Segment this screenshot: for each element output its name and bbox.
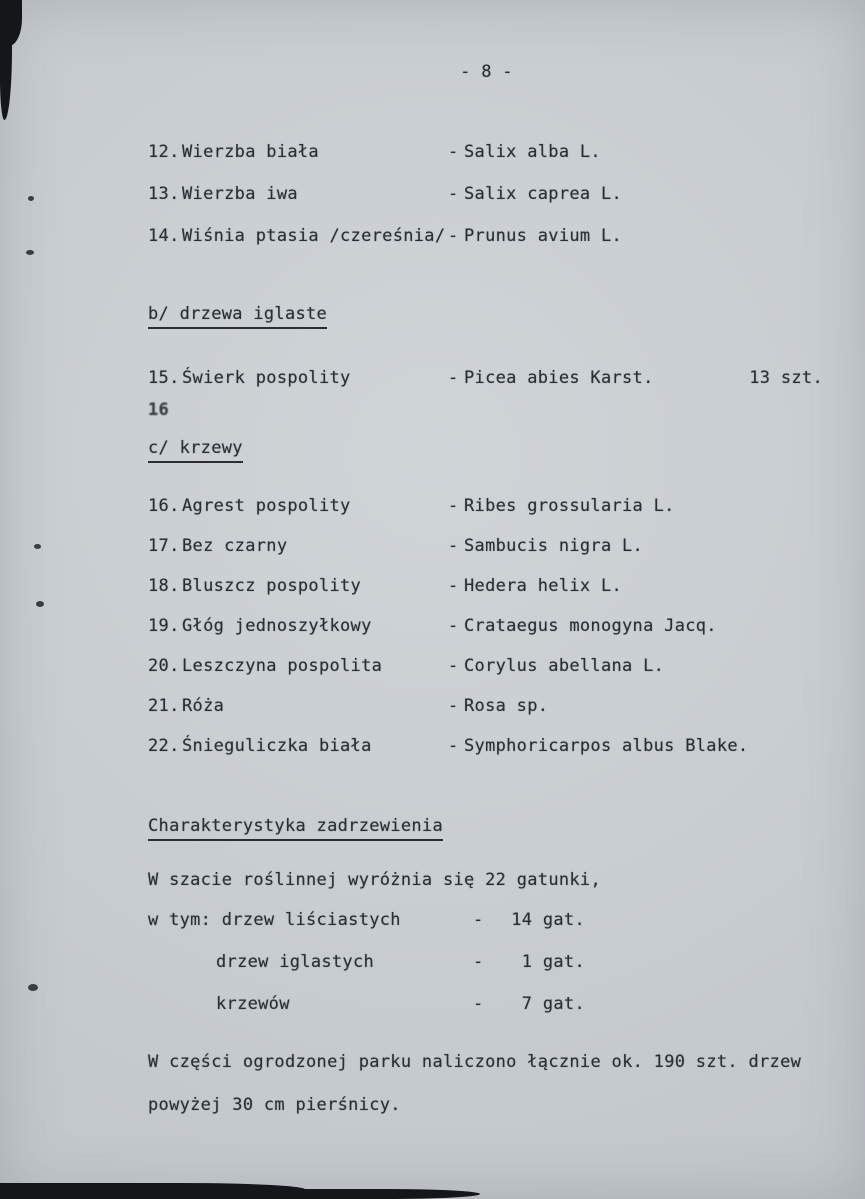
scan-speck <box>26 250 34 255</box>
item-dash: - <box>448 696 459 716</box>
item-name-latin: Salix alba L. <box>464 142 601 162</box>
summary-value: 1 gat. <box>521 952 585 972</box>
characteristics-heading-label: Charakterystyka zadrzewienia <box>148 816 443 841</box>
summary-value: 14 gat. <box>511 910 585 930</box>
summary-dash: - <box>473 910 484 930</box>
item-number: 19. <box>148 616 180 636</box>
summary-row <box>148 952 825 994</box>
item-name-latin: Crataegus monogyna Jacq. <box>464 616 717 636</box>
item-number: 20. <box>148 656 180 676</box>
item-name-pl: Leszczyna pospolita <box>182 656 383 676</box>
section-c-heading <box>148 438 825 466</box>
item-name-pl: Bluszcz pospolity <box>182 576 362 596</box>
scan-speck <box>34 544 41 549</box>
list-item <box>148 576 825 616</box>
scan-speck <box>28 984 38 991</box>
summary-row <box>148 910 825 952</box>
scan-artifact-bottom-strip <box>295 1189 480 1199</box>
closing-line: powyżej 30 cm pierśnicy. <box>148 1095 401 1115</box>
page-number: - 8 - <box>460 62 513 82</box>
item-number: 12. <box>148 142 180 162</box>
item-dash: - <box>448 142 459 162</box>
deciduous-list <box>148 142 825 268</box>
item-name-pl: Wiśnia ptasia /czereśnia/ <box>182 226 446 246</box>
summary-table <box>148 910 825 1036</box>
characteristics-intro: W szacie roślinnej wyróżnia się 22 gatunki, <box>148 870 601 890</box>
item-name-latin: Ribes grossularia L. <box>464 496 675 516</box>
item-dash: - <box>448 226 459 246</box>
stray-smudged-text: 16 <box>148 400 170 420</box>
item-dash: - <box>448 616 459 636</box>
scan-speck <box>36 601 44 607</box>
item-name-latin: Picea abies Karst. <box>464 368 654 388</box>
item-dash: - <box>448 496 459 516</box>
section-c-label: c/ krzewy <box>148 438 243 463</box>
summary-label: w tym: drzew liściastych <box>148 910 401 930</box>
item-name-latin: Prunus avium L. <box>464 226 623 246</box>
summary-value: 7 gat. <box>521 994 585 1014</box>
item-number: 17. <box>148 536 180 556</box>
item-number: 13. <box>148 184 180 204</box>
item-name-latin: Corylus abellana L. <box>464 656 665 676</box>
item-name-latin: Sambucis nigra L. <box>464 536 644 556</box>
closing-line: W części ogrodzonej parku naliczono łącznie ok. 190 szt. drzew <box>148 1052 802 1072</box>
item-dash: - <box>448 184 459 204</box>
list-item <box>148 656 825 696</box>
item-dash: - <box>448 736 459 756</box>
item-number: 21. <box>148 696 180 716</box>
list-item <box>148 184 825 226</box>
shrub-list <box>148 496 825 776</box>
section-b-heading <box>148 304 825 332</box>
item-name-pl: Śnieguliczka biała <box>182 736 372 756</box>
item-dash: - <box>448 576 459 596</box>
page-content <box>148 0 825 1138</box>
list-item <box>148 142 825 184</box>
summary-dash: - <box>473 994 484 1014</box>
item-name-pl: Agrest pospolity <box>182 496 351 516</box>
item-number: 18. <box>148 576 180 596</box>
item-number: 14. <box>148 226 180 246</box>
item-name-latin: Rosa sp. <box>464 696 549 716</box>
list-item <box>148 616 825 656</box>
item-dash: - <box>448 656 459 676</box>
summary-row <box>148 994 825 1036</box>
item-count: 13 szt. <box>749 368 823 388</box>
summary-label: krzewów <box>216 994 290 1014</box>
item-number: 15. <box>148 368 180 388</box>
scan-speck <box>28 196 34 201</box>
item-name-latin: Hedera helix L. <box>464 576 623 596</box>
item-name-pl: Róża <box>182 696 225 716</box>
scan-artifact-bottom-strip <box>0 1183 305 1199</box>
list-item <box>148 226 825 268</box>
item-name-pl: Głóg jednoszyłkowy <box>182 616 372 636</box>
item-name-pl: Bez czarny <box>182 536 288 556</box>
section-b-label: b/ drzewa iglaste <box>148 304 327 329</box>
characteristics-heading <box>148 816 825 846</box>
item-name-pl: Świerk pospolity <box>182 368 351 388</box>
list-item <box>148 536 825 576</box>
item-name-latin: Salix caprea L. <box>464 184 623 204</box>
summary-label: drzew iglastych <box>216 952 375 972</box>
item-name-latin: Symphoricarpos albus Blake. <box>464 736 749 756</box>
scan-artifact-left-strip <box>0 8 12 120</box>
summary-dash: - <box>473 952 484 972</box>
item-name-pl: Wierzba iwa <box>182 184 298 204</box>
item-name-pl: Wierzba biała <box>182 142 319 162</box>
list-item <box>148 496 825 536</box>
list-item <box>148 696 825 736</box>
item-dash: - <box>448 368 459 388</box>
closing-paragraph <box>148 1052 825 1138</box>
item-number: 22. <box>148 736 180 756</box>
item-number: 16. <box>148 496 180 516</box>
item-dash: - <box>448 536 459 556</box>
list-item <box>148 736 825 776</box>
